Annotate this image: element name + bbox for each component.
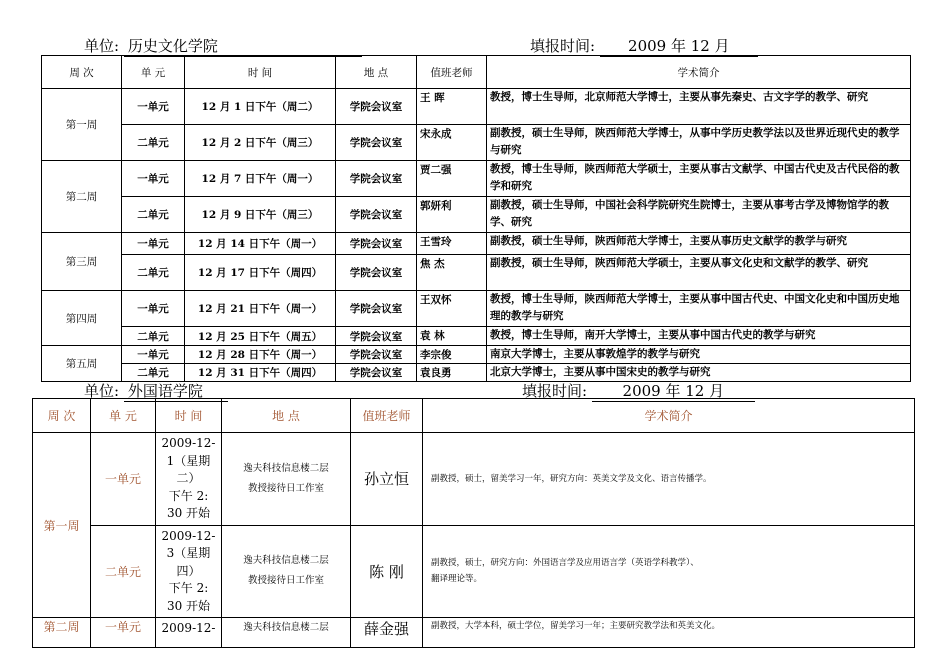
time-line: 30 开始 xyxy=(166,506,211,520)
teacher-cell: 孙立恒 xyxy=(351,433,423,526)
unit-cell: 二单元 xyxy=(122,125,185,161)
teacher-cell: 宋永成 xyxy=(417,125,487,161)
teacher-cell: 贾二强 xyxy=(417,161,487,197)
place-line: 逸夫科技信息楼二层 xyxy=(243,462,329,474)
col-time: 时 间 xyxy=(156,399,222,433)
table-row xyxy=(42,197,911,233)
unit-cell: 二单元 xyxy=(122,364,185,382)
unit-label: 单位: xyxy=(84,37,120,55)
time-line: 四） xyxy=(176,563,201,578)
col-bio: 学术简介 xyxy=(487,56,911,89)
col-week: 周 次 xyxy=(42,56,122,89)
table-row xyxy=(42,89,911,125)
teacher-cell: 袁良勇 xyxy=(417,364,487,382)
bio-cell: 副教授，硕士生导师，陕西师范大学博士，从事中学历史教学法以及世界近现代史的教学与研究 xyxy=(487,125,911,161)
unit-cell: 一单元 xyxy=(122,233,185,255)
bio-cell: 北京大学博士，主要从事中国宋史的教学与研究 xyxy=(487,364,911,382)
teacher-cell: 王雪玲 xyxy=(417,233,487,255)
unit-cell: 一单元 xyxy=(122,346,185,364)
col-week: 周 次 xyxy=(33,399,91,433)
place-line: 逸夫科技信息楼二层 xyxy=(243,622,329,633)
col-place: 地 点 xyxy=(222,399,351,433)
week-cell: 第五周 xyxy=(42,346,122,382)
place-cell xyxy=(222,618,351,648)
unit-cell: 二单元 xyxy=(122,327,185,346)
place-cell: 学院会议室 xyxy=(336,255,417,291)
place-cell: 学院会议室 xyxy=(336,346,417,364)
time-line: 30 开始 xyxy=(166,598,211,613)
bio-cell: 教授，博士生导师，南开大学博士，主要从事中国古代史的教学与研究 xyxy=(487,327,911,346)
col-teacher: 值班老师 xyxy=(417,56,487,89)
bio-cell: 南京大学博士，主要从事敦煌学的教学与研究 xyxy=(487,346,911,364)
time-line: 下午 2: xyxy=(168,488,209,503)
unit-label: 单位: xyxy=(84,382,120,400)
table-row xyxy=(42,161,911,197)
table-row xyxy=(42,125,911,161)
bio-cell: 副教授，硕士生导师，陕西师范大学博士，主要从事历史文献学的教学与研究 xyxy=(487,233,911,255)
section2-table xyxy=(32,398,915,648)
week-cell: 第一周 xyxy=(33,433,91,618)
bio-line: 翻译理论等。 xyxy=(431,574,483,585)
time-line: 2009-12- xyxy=(161,528,216,543)
place-cell: 学院会议室 xyxy=(336,125,417,161)
time-cell: 12 月 17 日下午（周四） xyxy=(185,255,336,291)
place-cell: 学院会议室 xyxy=(336,327,417,346)
time-cell: 12 月 31 日下午（周四） xyxy=(185,364,336,382)
teacher-cell: 王双怀 xyxy=(417,291,487,327)
time-cell xyxy=(156,525,222,618)
date-value: 2009 年 12 月 xyxy=(600,35,758,57)
bio-line: 副教授，硕士，留美学习一年，研究方向：英美文学及文化、语言传播学。 xyxy=(431,473,712,484)
section1-date xyxy=(530,35,758,57)
time-cell: 12 月 2 日下午（周三） xyxy=(185,125,336,161)
bio-cell: 教授，博士生导师，陕西师范大学博士，主要从事中国古代史、中国文化史和中国历史地理的教学与研究 xyxy=(487,291,911,327)
place-cell xyxy=(222,525,351,618)
teacher-cell: 袁 林 xyxy=(417,327,487,346)
week-cell: 第四周 xyxy=(42,291,122,346)
place-line: 教授接待日工作室 xyxy=(247,575,324,587)
place-cell: 学院会议室 xyxy=(336,161,417,197)
time-line: 1（星期 xyxy=(166,453,211,468)
teacher-cell: 王 晖 xyxy=(417,89,487,125)
place-cell: 学院会议室 xyxy=(336,233,417,255)
place-cell: 学院会议室 xyxy=(336,89,417,125)
header-row xyxy=(33,399,915,433)
time-cell: 12 月 1 日下午（周二） xyxy=(185,89,336,125)
place-cell: 学院会议室 xyxy=(336,197,417,233)
bio-cell: 教授，博士生导师，陕西师范大学硕士，主要从事古文献学、中国古代史及古代民俗的教学和研究 xyxy=(487,161,911,197)
bio-cell: 教授，博士生导师，北京师范大学博士，主要从事先秦史、古文字学的教学、研究 xyxy=(487,89,911,125)
col-time: 时 间 xyxy=(185,56,336,89)
date-value: 2009 年 12 月 xyxy=(592,380,755,402)
unit-cell: 一单元 xyxy=(122,161,185,197)
time-line: 二） xyxy=(176,471,201,485)
unit-value: 历史文化学院 xyxy=(124,35,362,57)
col-place: 地 点 xyxy=(336,56,417,89)
time-line: 3（星期 xyxy=(166,546,211,560)
place-line: 逸夫科技信息楼二层 xyxy=(243,555,329,567)
header-row xyxy=(42,56,911,89)
time-cell xyxy=(156,618,222,648)
table-row xyxy=(42,291,911,327)
time-cell: 12 月 21 日下午（周一） xyxy=(185,291,336,327)
place-cell xyxy=(222,433,351,526)
week-cell: 第三周 xyxy=(42,233,122,291)
bio-cell: 副教授，硕士生导师，陕西师范大学硕士，主要从事文化史和文献学的教学、研究 xyxy=(487,255,911,291)
place-cell: 学院会议室 xyxy=(336,291,417,327)
time-line: 2009-12- xyxy=(161,621,216,635)
teacher-cell: 陈 刚 xyxy=(351,525,423,618)
unit-cell: 一单元 xyxy=(122,89,185,125)
section1-table xyxy=(41,55,911,382)
teacher-cell: 郭妍利 xyxy=(417,197,487,233)
teacher-cell: 李宗俊 xyxy=(417,346,487,364)
bio-cell xyxy=(423,525,915,618)
section1-header xyxy=(84,35,362,57)
table-row xyxy=(42,346,911,364)
week-cell: 第二周 xyxy=(33,618,91,648)
bio-line: 副教授，大学本科，硕士学位，留美学习一年；主要研究教学法和英美文化。 xyxy=(431,621,721,631)
unit-cell: 一单元 xyxy=(91,433,156,526)
time-cell xyxy=(156,433,222,526)
table-row xyxy=(42,233,911,255)
teacher-cell: 焦 杰 xyxy=(417,255,487,291)
unit-cell: 二单元 xyxy=(122,197,185,233)
unit-cell: 二单元 xyxy=(91,525,156,618)
week-cell: 第二周 xyxy=(42,161,122,233)
col-unit: 单 元 xyxy=(91,399,156,433)
table-row xyxy=(42,255,911,291)
time-cell: 12 月 25 日下午（周五） xyxy=(185,327,336,346)
table-row xyxy=(42,364,911,382)
table-row xyxy=(42,327,911,346)
time-cell: 12 月 14 日下午（周一） xyxy=(185,233,336,255)
table-row xyxy=(33,433,915,526)
table-row xyxy=(33,618,915,648)
bio-line: 副教授，硕士，研究方向：外国语言学及应用语言学（英语学科教学）、 xyxy=(431,558,699,569)
time-cell: 12 月 7 日下午（周一） xyxy=(185,161,336,197)
unit-cell: 一单元 xyxy=(91,618,156,648)
teacher-cell: 薛金强 xyxy=(351,618,423,648)
col-unit: 单 元 xyxy=(122,56,185,89)
date-label: 填报时间: xyxy=(522,382,588,400)
bio-cell xyxy=(423,618,915,648)
bio-cell: 副教授，硕士生导师，中国社会科学院研究生院博士，主要从事考古学及博物馆学的教学、研究 xyxy=(487,197,911,233)
time-cell: 12 月 9 日下午（周三） xyxy=(185,197,336,233)
place-cell: 学院会议室 xyxy=(336,364,417,382)
col-teacher: 值班老师 xyxy=(351,399,423,433)
date-label: 填报时间: xyxy=(530,37,596,55)
unit-cell: 二单元 xyxy=(122,255,185,291)
col-bio: 学术简介 xyxy=(423,399,915,433)
unit-value: 外国语学院 xyxy=(124,380,228,402)
unit-cell: 一单元 xyxy=(122,291,185,327)
bio-cell xyxy=(423,433,915,526)
time-line: 下午 2: xyxy=(168,581,209,595)
time-cell: 12 月 28 日下午（周一） xyxy=(185,346,336,364)
week-cell: 第一周 xyxy=(42,89,122,161)
table-row xyxy=(33,525,915,618)
time-line: 2009-12- xyxy=(161,436,216,450)
place-line: 教授接待日工作室 xyxy=(247,482,324,494)
